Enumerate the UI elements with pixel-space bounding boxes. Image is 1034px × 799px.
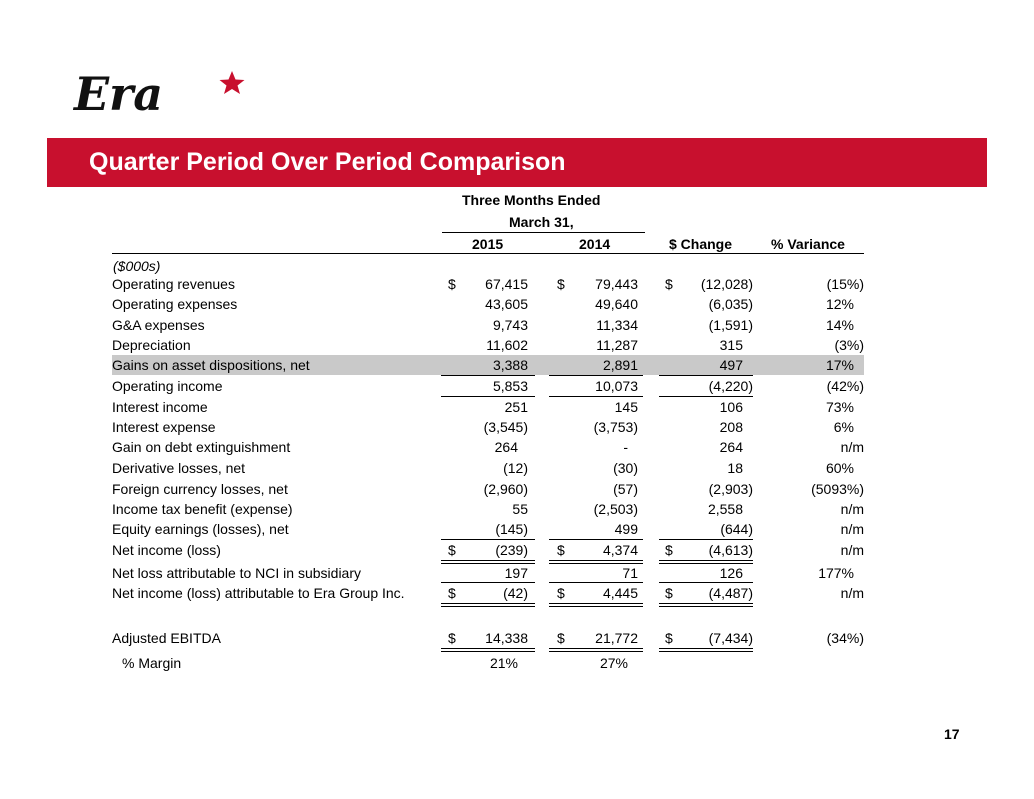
header-rule — [112, 253, 864, 254]
value-change: 497 — [719, 357, 743, 373]
value-change: (4,487) — [708, 585, 753, 601]
header-divider — [442, 232, 645, 233]
table-row — [112, 274, 864, 294]
value-2014: 11,287 — [596, 337, 638, 353]
total-double-rule — [441, 648, 535, 652]
value-2014: (57) — [613, 481, 638, 497]
title-banner — [47, 138, 987, 187]
table-row — [112, 397, 864, 417]
table-row — [112, 437, 864, 457]
table-row — [112, 458, 864, 478]
page-number: 17 — [944, 726, 960, 742]
row-label: G&A expenses — [112, 317, 205, 333]
row-label: Equity earnings (losses), net — [112, 521, 289, 537]
value-variance: 12% — [825, 296, 854, 312]
value-2015: 5,853 — [492, 378, 528, 394]
header-period: Three Months Ended — [462, 192, 601, 208]
value-variance: 73% — [825, 399, 854, 415]
value-change: (12,028) — [700, 276, 753, 292]
value-2015: 55 — [512, 501, 528, 517]
row-label: Net income (loss) — [112, 542, 221, 558]
value-2015: 9,743 — [492, 317, 528, 333]
value-variance: n/m — [840, 542, 864, 558]
value-2014: 79,443 — [595, 276, 638, 292]
value-2014: 10,073 — [595, 378, 638, 394]
value-change: (4,613) — [708, 542, 753, 558]
value-variance: n/m — [840, 585, 864, 601]
table-row — [112, 628, 864, 648]
star-icon — [220, 71, 245, 94]
value-variance: 17% — [825, 357, 854, 373]
row-label: Operating expenses — [112, 296, 238, 312]
row-label: Operating revenues — [112, 276, 235, 292]
table-row — [112, 417, 864, 437]
currency-symbol: $ — [448, 542, 456, 558]
value-2015: 14,338 — [485, 630, 528, 646]
currency-symbol: $ — [448, 585, 456, 601]
table-row — [112, 335, 864, 355]
currency-symbol: $ — [665, 542, 673, 558]
value-change: (6,035) — [708, 296, 753, 312]
value-2015: (3,545) — [483, 419, 528, 435]
value-change: (7,434) — [708, 630, 753, 646]
table-row-highlighted — [112, 355, 864, 375]
row-label: Interest income — [112, 399, 208, 415]
value-2014: 21,772 — [595, 630, 638, 646]
table-row — [112, 376, 864, 396]
value-variance: (34%) — [826, 630, 864, 646]
row-label: Net loss attributable to NCI in subsidiary — [112, 565, 361, 581]
value-variance: 6% — [833, 419, 854, 435]
value-change: 18 — [727, 460, 743, 476]
total-double-rule — [549, 603, 643, 607]
row-label: Gains on asset dispositions, net — [112, 357, 310, 373]
value-variance: 177% — [818, 565, 854, 581]
value-2015: (2,960) — [483, 481, 528, 497]
value-2014: 27% — [599, 655, 628, 671]
table-row — [112, 315, 864, 335]
logo-wordmark: Era — [74, 67, 164, 121]
value-2015: 251 — [504, 399, 528, 415]
value-2015: (42) — [503, 585, 528, 601]
total-double-rule — [659, 648, 753, 652]
value-variance: n/m — [840, 439, 864, 455]
table-row — [112, 563, 864, 583]
col-header-variance: % Variance — [771, 236, 845, 252]
table-row — [112, 519, 864, 539]
page-title: Quarter Period Over Period Comparison — [89, 148, 566, 176]
value-change: (4,220) — [708, 378, 753, 394]
row-label: % Margin — [122, 655, 182, 671]
currency-symbol: $ — [448, 276, 456, 292]
currency-symbol: $ — [665, 276, 673, 292]
value-2015: 43,605 — [485, 296, 528, 312]
value-2015: (12) — [503, 460, 528, 476]
row-label: Operating income — [112, 378, 223, 394]
value-change: 106 — [719, 399, 743, 415]
value-2014: 499 — [614, 521, 638, 537]
table-row — [112, 583, 864, 603]
value-2014: (30) — [613, 460, 638, 476]
value-change: 208 — [719, 419, 743, 435]
table-row — [112, 540, 864, 560]
table-row — [112, 294, 864, 314]
currency-symbol: $ — [448, 630, 456, 646]
value-variance: 14% — [825, 317, 854, 333]
value-2015: (239) — [495, 542, 528, 558]
currency-symbol: $ — [557, 630, 565, 646]
value-2015: 264 — [494, 439, 518, 455]
value-variance: (15%) — [826, 276, 864, 292]
value-2014: 11,334 — [596, 317, 638, 333]
era-logo — [72, 66, 252, 126]
value-2014: (2,503) — [593, 501, 638, 517]
currency-symbol: $ — [665, 585, 673, 601]
value-change: 2,558 — [707, 501, 743, 517]
value-2015: 21% — [489, 655, 518, 671]
value-2015: (145) — [495, 521, 528, 537]
value-change: 264 — [719, 439, 743, 455]
row-label: Net income (loss) attributable to Era Group Inc. — [112, 585, 405, 601]
value-2014: - — [623, 439, 628, 455]
value-change: 315 — [719, 337, 743, 353]
value-change: (644) — [720, 521, 753, 537]
value-2015: 3,388 — [492, 357, 528, 373]
value-change: (2,903) — [708, 481, 753, 497]
value-variance: 60% — [825, 460, 854, 476]
row-label: Income tax benefit (expense) — [112, 501, 293, 517]
value-variance: (42%) — [826, 378, 864, 394]
row-label: Gain on debt extinguishment — [112, 439, 291, 455]
currency-symbol: $ — [665, 630, 673, 646]
value-2014: (3,753) — [593, 419, 638, 435]
currency-symbol: $ — [557, 276, 565, 292]
value-2015: 67,415 — [485, 276, 528, 292]
value-change: 126 — [719, 565, 743, 581]
total-double-rule — [549, 648, 643, 652]
units-label: ($000s) — [113, 258, 161, 274]
value-2014: 145 — [614, 399, 638, 415]
table-row — [112, 653, 864, 673]
value-2014: 49,640 — [595, 296, 638, 312]
col-header-2014: 2014 — [579, 236, 611, 252]
value-variance: (3%) — [834, 337, 864, 353]
col-header-2015: 2015 — [472, 236, 504, 252]
value-variance: n/m — [840, 521, 864, 537]
value-2015: 11,602 — [486, 337, 528, 353]
total-double-rule — [659, 603, 753, 607]
value-variance: n/m — [840, 501, 864, 517]
value-variance: (5093%) — [811, 481, 864, 497]
row-label: Depreciation — [112, 337, 191, 353]
table-row — [112, 479, 864, 499]
value-2015: 197 — [504, 565, 528, 581]
value-change: (1,591) — [708, 317, 753, 333]
row-label: Derivative losses, net — [112, 460, 246, 476]
value-2014: 2,891 — [602, 357, 638, 373]
row-label: Interest expense — [112, 419, 216, 435]
table-row — [112, 499, 864, 519]
total-double-rule — [441, 603, 535, 607]
currency-symbol: $ — [557, 542, 565, 558]
currency-symbol: $ — [557, 585, 565, 601]
row-label: Foreign currency losses, net — [112, 481, 288, 497]
row-label: Adjusted EBITDA — [112, 630, 221, 646]
value-2014: 71 — [622, 565, 638, 581]
value-2014: 4,445 — [602, 585, 638, 601]
value-2014: 4,374 — [602, 542, 638, 558]
header-date: March 31, — [509, 214, 574, 230]
col-header-change: $ Change — [669, 236, 733, 252]
